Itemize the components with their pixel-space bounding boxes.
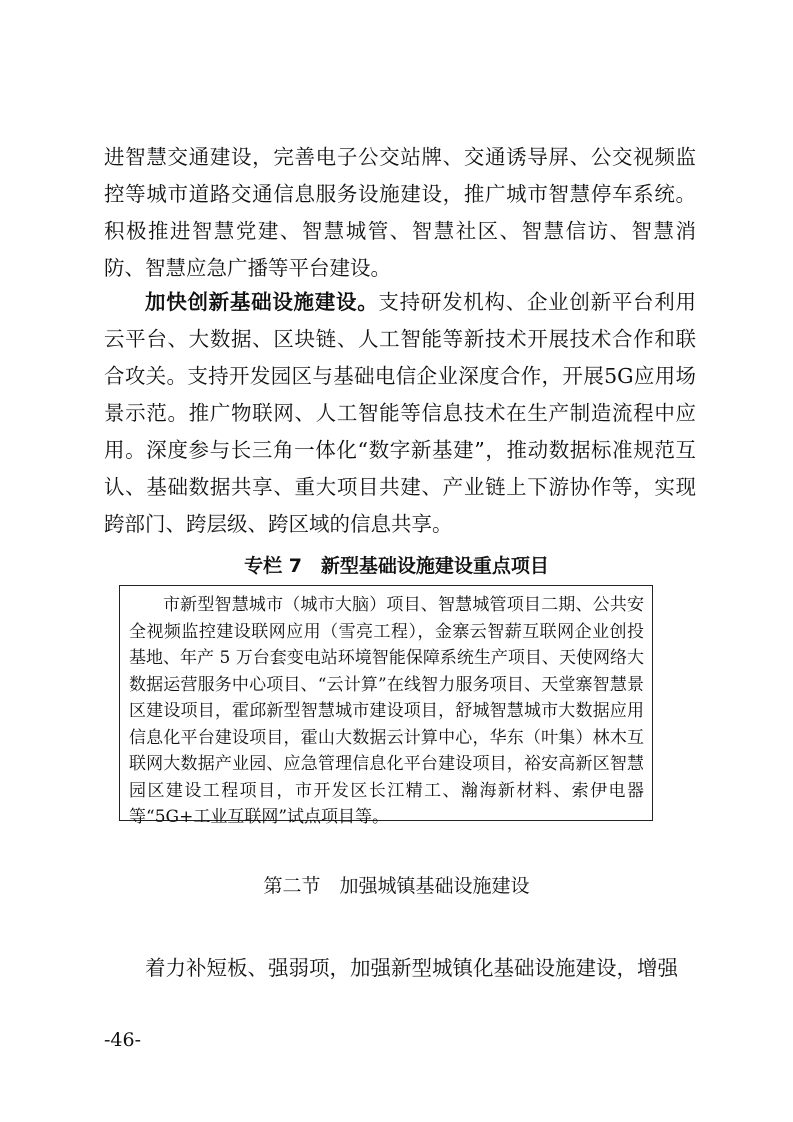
project-box-content: 市新型智慧城市（城市大脑）项目、智慧城管项目二期、公共安全视频监控建设联网应用（雪亮工程），金寨云智薪互联网企业创投基地、年产 5 万台套变电站环境智能保障系统生产项目、天使网络大数据运营服务中心项目、“云计算”在线智力服务项目、天堂寨智慧景区建设项目，霍邱新型智慧城市建设项目，舒城智慧城市大数据应用信息化平台建设项目，霍山大数据云计算中心，华东（叶集）林木互联网大数据产业园、应急管理信息化平台建设项目，裕安高新区智慧园区建设工程项目，市开发区长江精工、瀚海新材料、索伊电器等“5G+工业互联网”试点项目等。 [129, 595, 644, 827]
paragraph-body: 支持研发机构、企业创新平台利用云平台、大数据、区块链、人工智能等新技术开展技术合作和联合攻关。支持开发园区与基础电信企业深度合作，开展5G应用场景示范。推广物联网、人工智能等信息技术在生产制造流程中应用。深度参与长三角一体化“数字新基建”，推动数据标准规范互认、基础数据共享、重大项目共建、产业链上下游协作等，实现跨部门、跨层级、跨区域的信息共享。 [104, 290, 697, 536]
box-title: 专栏 7 新型基础设施建设重点项目 [244, 555, 549, 577]
paragraph-lead-heading: 加快创新基础设施建设。 [145, 290, 379, 314]
project-box [119, 585, 653, 827]
paragraph-last: 着力补短板、强弱项，加强新型城镇化基础设施建设，增强 [145, 956, 678, 980]
paragraph-continuation: 进智慧交通建设，完善电子公交站牌、交通诱导屏、公交视频监控等城市道路交通信息服务设施建设，推广城市智慧停车系统。积极推进智慧党建、智慧城管、智慧社区、智慧信访、智慧消防、智慧应急广播等平台建设。 [104, 145, 696, 280]
paragraph-innovation-infrastructure [104, 284, 696, 543]
page-number: -46- [104, 1029, 142, 1051]
section-heading: 第二节 加强城镇基础设施建设 [263, 875, 530, 897]
